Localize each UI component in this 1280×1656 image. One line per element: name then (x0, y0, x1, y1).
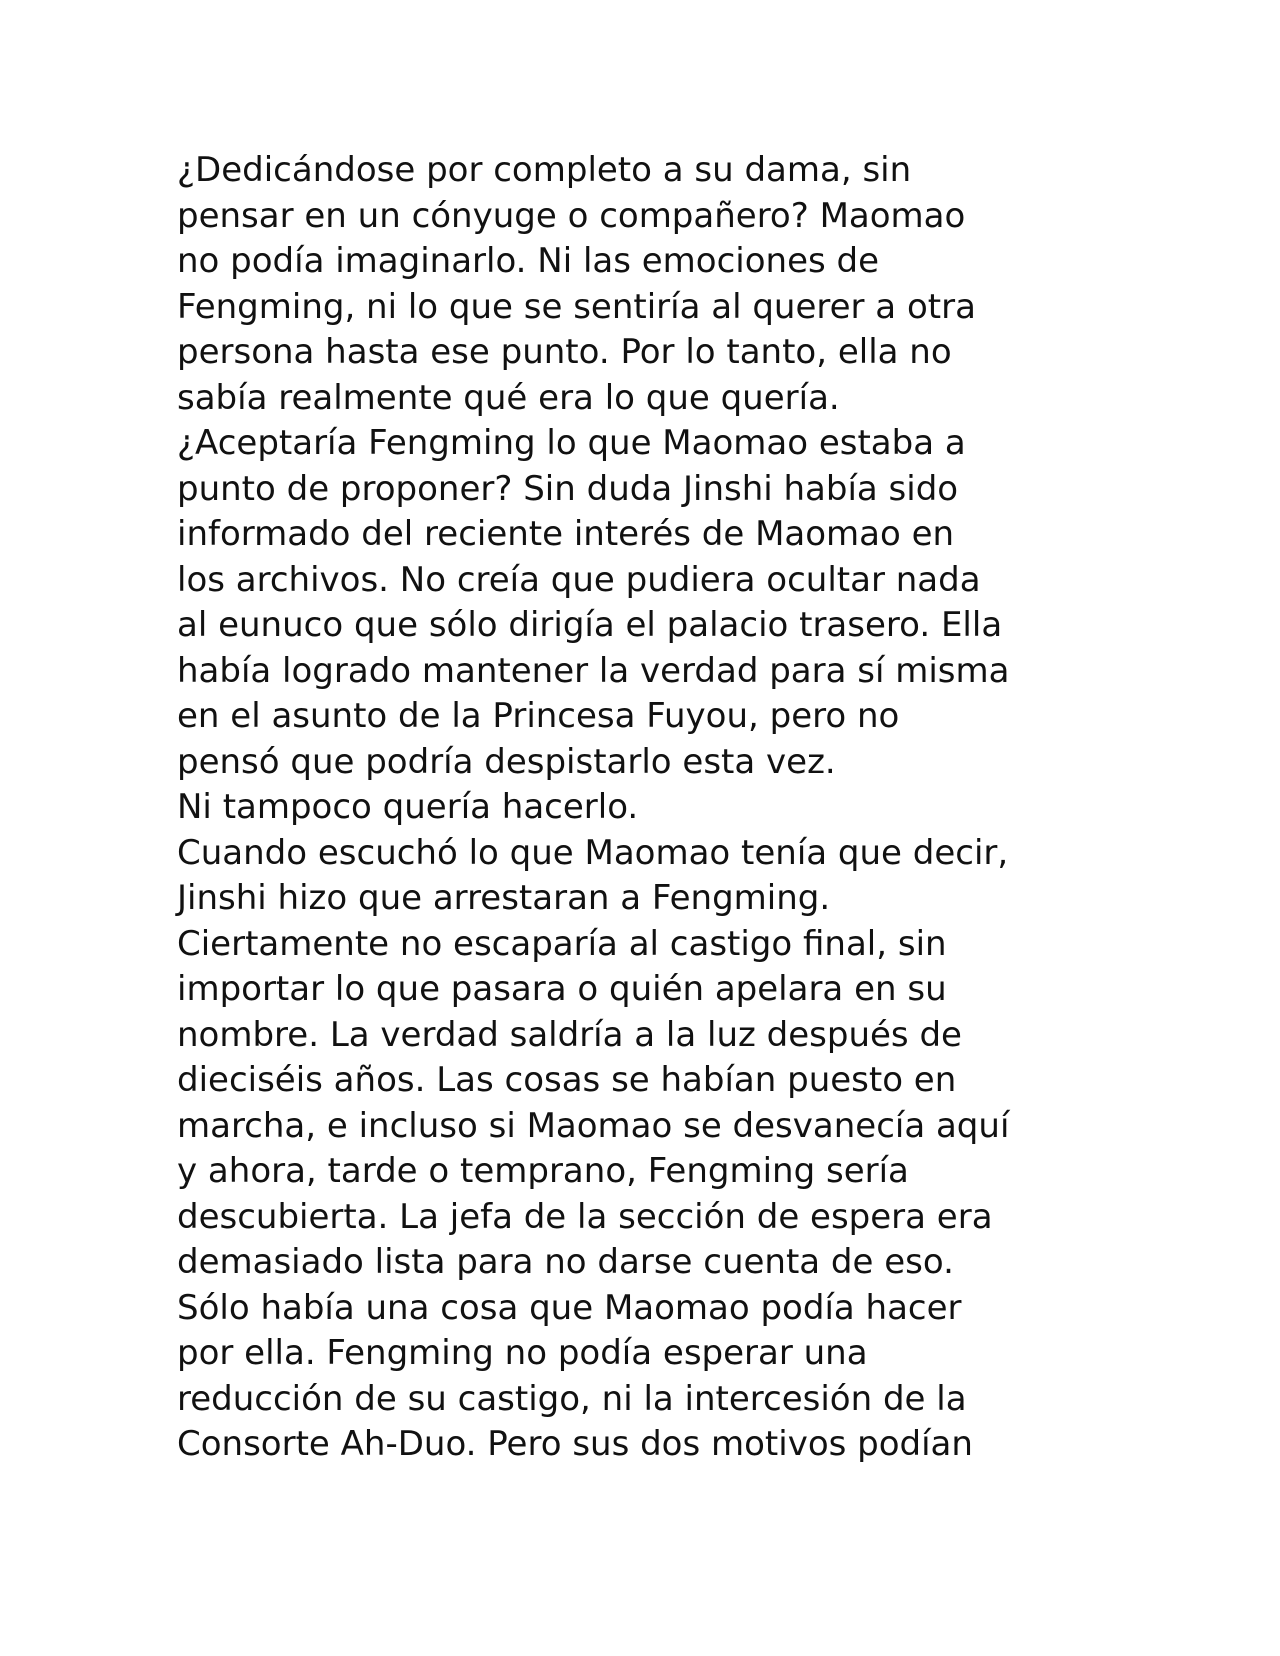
text-line: nombre. La verdad saldría a la luz después de (177, 1014, 962, 1055)
text-line: marcha, e incluso si Maomao se desvanecía aquí (177, 1105, 1010, 1146)
text-line: había logrado mantener la verdad para sí misma (177, 650, 1010, 691)
text-line: Jinshi hizo que arrestaran a Fengming. (177, 878, 831, 918)
text-line: Fengming, ni lo que se sentiría al querer a otra (177, 286, 976, 327)
text-line: importar lo que pasara o quién apelara en su (177, 969, 947, 1009)
text-line: pensar en un cónyuge o compañero? Maomao (177, 195, 966, 236)
text-line: sabía realmente qué era lo que quería. (177, 377, 840, 418)
text-line: y ahora, tarde o temprano, Fengming sería (177, 1151, 909, 1191)
body-text (177, 148, 1137, 1468)
text-line: punto de proponer? Sin duda Jinshi había sido (177, 468, 959, 509)
text-line: en el asunto de la Princesa Fuyou, pero no (177, 696, 900, 736)
text-line: informado del reciente interés de Maomao en (177, 514, 955, 554)
text-line: demasiado lista para no darse cuenta de eso. (177, 1242, 954, 1282)
text-line: descubierta. La jefa de la sección de espera era (177, 1196, 993, 1237)
text-line: ¿Dedicándose por completo a su dama, sin (177, 150, 912, 190)
text-line: Sólo había una cosa que Maomao podía hacer (177, 1287, 962, 1328)
text-line: por ella. Fengming no podía esperar una (177, 1333, 868, 1373)
text-line: Ni tampoco quería hacerlo. (177, 787, 639, 827)
text-line: ¿Aceptaría Fengming lo que Maomao estaba a (177, 423, 966, 463)
text-line: pensó que podría despistarlo esta vez. (177, 741, 836, 782)
text-line: no podía imaginarlo. Ni las emociones de (177, 241, 880, 281)
text-line: los archivos. No creía que pudiera ocultar nada (177, 559, 981, 600)
text-line: dieciséis años. Las cosas se habían puesto en (177, 1060, 957, 1100)
text-line: al eunuco que sólo dirigía el palacio trasero. Ella (177, 605, 1003, 645)
text-line: persona hasta ese punto. Por lo tanto, ella no (177, 332, 952, 372)
text-line: reducción de su castigo, ni la intercesión de la (177, 1378, 967, 1419)
text-line: Consorte Ah-Duo. Pero sus dos motivos podían (177, 1424, 973, 1464)
text-line: Cuando escuchó lo que Maomao tenía que decir, (177, 832, 1009, 873)
text-line: Ciertamente no escaparía al castigo final, sin (177, 923, 947, 964)
